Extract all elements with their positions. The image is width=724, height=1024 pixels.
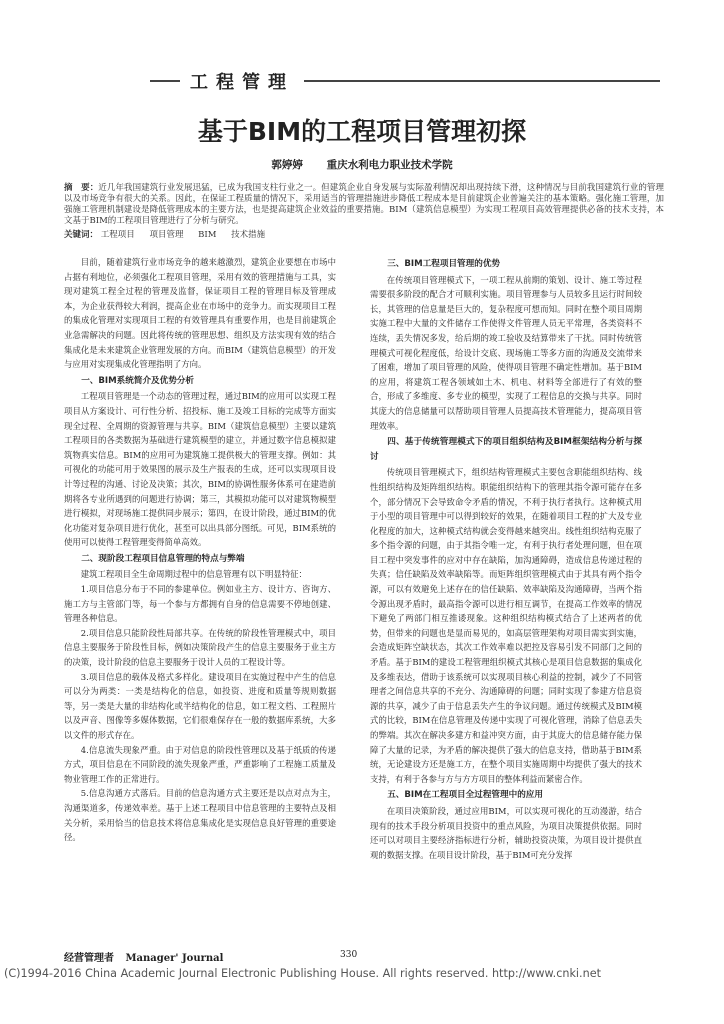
keyword: 工程项目 (100, 230, 135, 240)
author-name: 郭婷婷 (271, 159, 303, 171)
paragraph: 工程项目管理是一个动态的管理过程，通过BIM的应用可以实现工程项目从方案设计、可行性分析、招投标、施工及竣工目标的完成等方面实现全过程、全周期的资源管理与共享。BIM（建筑信息模型）主要以建筑工程项目的各类数据为基础进行建筑模型的建立，并通过数字信息模拟建筑物真实信息。BIM的应用可为建筑施工提供极大的管理支撑。例如：其可视化的功能可用于效果图的展示及生产报表的生成，还可以实现项目设计等过程的沟通、讨论及决策；其次，BIM的协调性服务体系可在建造前期将各专业所遇到的问题进行协调；第三，其模拟功能可以对建筑物模型进行模拟，对现场施工提供同步展示；第四，在设计阶段，通过BIM的优化功能对复杂项目进行优化，甚至可以出具部分图纸。可见，BIM系统的使用可以使得工程管理变得简单高效。 (64, 391, 336, 548)
keywords-label: 关键词： (64, 230, 99, 240)
paragraph: 建筑工程项目全生命周期过程中的信息管理有以下明显特征： (80, 569, 307, 580)
section-header (150, 68, 660, 94)
section-heading: 二、现阶段工程项目信息管理的特点与弊端 (81, 553, 245, 564)
abstract-label: 摘 要： (64, 183, 99, 193)
byline (0, 157, 724, 172)
keyword: BIM (198, 230, 217, 240)
paragraph: 3.项目信息的载体及格式多样化。建设项目在实施过程中产生的信息可以分为两类：一类是结构化的信息，如投资、进度和质量等规则数据等，另一类是大量的非结构化或半结构化的信息，如工程文档、工程照片以及声音、图像等多媒体数据，它们很难保存在一般的数据库系统，大多以文件的形式存在。 (64, 671, 336, 740)
copyright-line: (C)1994-2016 China Academic Journal Electronic Publishing House. All rights reserved. http://www.cnki.net (4, 967, 601, 980)
paragraph: 1.项目信息分布于不同的参建单位。例如业主方、设计方、咨询方、施工方与主管部门等，每一个参与方都拥有自身的信息需要不停地创建、管理各种信息。 (64, 584, 336, 624)
section-heading: 四、基于传统管理模式下的项目组织结构及BIM框架结构分析与探讨 (370, 437, 642, 462)
keyword: 项目管理 (149, 230, 184, 240)
section-label: 工程管理 (180, 68, 304, 94)
author-affiliation: 重庆水利电力职业技术学院 (326, 159, 453, 171)
paragraph: 传统项目管理模式下，组织结构管理模式主要包含职能组织结构、线性组织结构及矩阵组织结构。职能组织结构下的管理其指令源可能存在多个，部分情况下会导致命令矛盾的情况，不利于执行者执行。这种模式用于小型的项目管理中可以得到较好的效果，在随着项目工程的扩大及专业化程度的加大，这种模式结构就会变得越来越突出。线性组织结构克服了多个指令源的问题，由于其指令唯一定，有利于执行者处理问题，但在项目工程中突发事件的应对中存在缺陷，加沟通障碍，造成信息传递过程的失真；信任缺陷及效率缺陷等。而矩阵组织管理模式由于其具有两个指令源，可以有效避免上述存在的信任缺陷、效率缺陷及沟通障碍，当两个指令源出现矛盾时，最高指令源可以进行相互调节，在提高工作效率的情况下避免了两部门相互推诿现象。这种组织结构模式结合了上述两者的优势，但带来的问题也是显而易见的，如高层管理架构对项目需实到实施，会造成矩阵空缺状态，其次工作效率难以把控及容易引发不同部门之间的矛盾。基于BIM的建设工程管理组织模式其核心是项目信息数据的集成化及多维表达，借助于该系统可以实现项目核心利益的控制，减少了不同管理者之间信息共享的不充分、沟通障碍的问题；同时实现了参建方信息资源的共享，减少了由于信息丢失产生的争议问题。通过传统模式及BIM模式的比较，BIM在信息管理及传递中实现了可视化管理，消除了信息丢失的弊端。其次在解决多建方和益冲突方面，由于其庞大的信息储存能力保障了大量的记录，为矛盾的解决提供了强大的信息支持，借助基于BIM系统，无论建设方还是施工方，在整个项目实施周期中均提供了强大的技术支持，有利于各参与方与方方项目的整体利益而紧密合作。 (370, 467, 642, 784)
journal-name (64, 949, 231, 964)
abstract-text: 近几年我国建筑行业发展迅猛，已成为我国支柱行业之一。但建筑企业自身发展与实际盈利情况却出现持续下滑，这种情况与目前我国建筑行业的管理以及市场竞争有很大的关系。因此，在保证工程质量的情况下，采用适当的管理措施进步降低工程成本是目前建筑企业普遍关注的基本策略。强化施工管理，加强施工管理机制建设是降低管理成本的主要方法，也是提高建筑企业效益的重要措施。BIM（建筑信息模型）为实现工程项目高效管理提供必备的技术支持，本文基于BIM的工程项目管理进行了分析与研究。 (64, 183, 664, 226)
journal-name-en: Manager' Journal (125, 953, 224, 964)
journal-name-cn: 经营管理者 (64, 953, 114, 964)
section-heading: 五、BIM在工程项目全过程管理中的应用 (387, 790, 543, 801)
page-number: 330 (340, 950, 358, 960)
section-heading: 三、BIM工程项目管理的优势 (387, 259, 501, 269)
keywords (64, 228, 664, 240)
keyword: 技术措施 (231, 230, 266, 240)
paragraph: 在传统项目管理模式下，一项工程从前期的策划、设计、施工等过程需要很多阶段的配合才可顺利实施。项目管理参与人员较多且运行时间较长，其管理的信息量是巨大的，复杂程度可想而知。同时在整个项目周期实施工程中大量的文件储存工作使得文件管理人员无平常理，各类资料不连续，丢失情况多发，给后期的竣工验收及结算带来了干扰。同时传统管理模式可视化程度低，给设计交底、现场施工等多方面的沟通及交流带来了困难，增加了项目管理的风险，使得项目管理不确定性增加。基于BIM的应用，将建筑工程各领域如土木、机电、材料等全部进行了有效的整合，形成了多维度、多专业的模型，实现了工程信息的交换与共享。同时其庞大的信息储量可以帮助项目管理人员提高技术管理能力，提高项目管理效率。 (370, 274, 642, 431)
abstract (64, 183, 664, 227)
article-title: 基于BIM的工程项目管理初探 (197, 117, 527, 146)
paragraph: 4.信息流失现象严重。由于对信息的阶段性管理以及基于纸质的传递方式，项目信息在不同阶段的流失现象严重，严重影响了工程施工质量及物业管理工作的正常进行。 (64, 744, 336, 784)
body-column-left (64, 255, 336, 915)
section-heading: 一、BIM系统简介及优势分析 (81, 375, 195, 386)
paragraph: 目前，随着建筑行业市场竞争的越来越激烈，建筑企业要想在市场中占据有利地位，必须强化工程项目管理，采用有效的管理措施与工具，实现对建筑工程全过程的管理及监督，保证项目工程的管理目标及管理成本，为企业获得较大利润，提高企业在市场中的竞争力。而实现项目工程的集成化管理对实现项目工程的有效管理具有重要作用，也是目前建筑企业急需解决的问题。因此将传统的管理思想、组织及方法实现有效的结合集成化是未来建筑企业管理发展的方向。而BIM（建筑信息模型）的开发与应用对实现集成化管理指明了方向。 (64, 257, 336, 370)
body-column-right (370, 255, 642, 915)
paragraph: 2.项目信息只能阶段性局部共享。在传统的阶段性管理模式中，项目信息主要服务于阶段性目标，例如决策阶段产生的信息主要服务于业主方的决策，设计阶段的信息主要服务于设计人员的工程设计等。 (64, 627, 336, 668)
paragraph: 在项目决策阶段，通过应用BIM，可以实现可视化的互动漫游，结合现有的技术手段分析项目投资中的重点风险，为项目决策提供依据。同时还可以对项目主要经济指标进行分析，辅助投资决策，为项目设计提供直观的数据支撑。在项目设计阶段，基于BIM可充分发挥 (370, 805, 642, 860)
paragraph: 5.信息沟通方式落后。目前的信息沟通方式主要还是以点对点为主，沟通渠道多，传递效率差。基于上述工程项目中信息管理的主要特点及相关分析，采用恰当的信息技术将信息集成化是实现信息良好管理的重要途径。 (64, 788, 336, 843)
